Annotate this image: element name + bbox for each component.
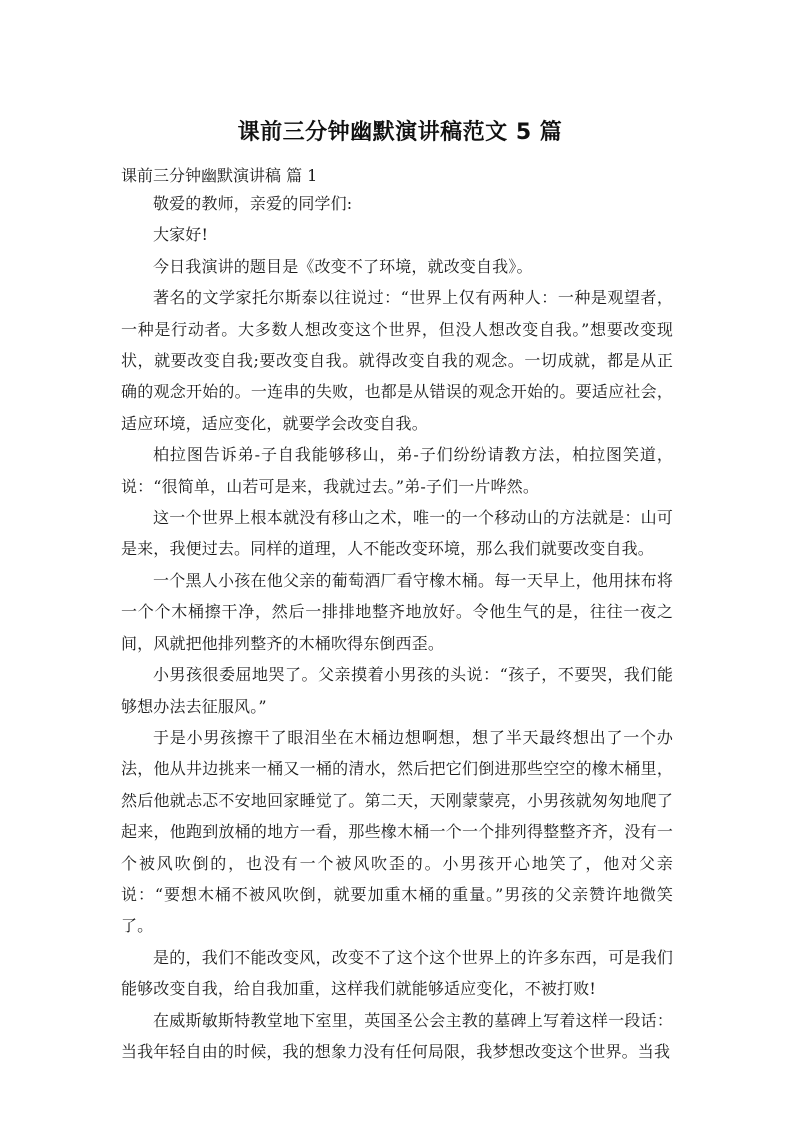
paragraph: 于是小男孩擦干了眼泪坐在木桶边想啊想，想了半天最终想出了一个办法，他从井边挑来一桶又一桶的清水，然后把它们倒进那些空空的橡木桶里，然后他就忐忑不安地回家睡觉了。第二天，天刚蒙蒙亮，小男孩就匆匆地爬了起来，他跑到放桶的地方一看，那些橡木桶一个一个排列得整整齐齐，没有一个被风吹倒的，也没有一个被风吹歪的。小男孩开心地笑了，他对父亲说：“要想木桶不被风吹倒，就要加重木桶的重量。”男孩的父亲赞许地微笑了。 bbox=[121, 727, 673, 936]
paragraph: 是的，我们不能改变风，改变不了这个这个世界上的许多东西，可是我们能够改变自我，给自我加重，这样我们就能够适应变化，不被打败! bbox=[121, 947, 673, 999]
paragraph: 大家好! bbox=[153, 225, 209, 245]
paragraph: 今日我演讲的题目是《改变不了环境，就改变自我》。 bbox=[153, 256, 533, 276]
paragraph: 敬爱的教师，亲爱的同学们: bbox=[153, 194, 353, 213]
paragraph: 小男孩很委屈地哭了。父亲摸着小男孩的头说：“孩子，不要哭，我们能够想办法去征服风。” bbox=[121, 665, 673, 716]
paragraph: 在威斯敏斯特教堂地下室里，英国圣公会主教的墓碑上写着这样一段话：当我年轻自由的时候，我的想象力没有任何局限，我梦想改变这个世界。当我 bbox=[121, 1010, 673, 1061]
document-body bbox=[121, 188, 673, 1067]
paragraph: 这一个世界上根本就没有移山之术，唯一的一个移动山的方法就是：山可是来，我便过去。同样的道理，人不能改变环境，那么我们就要改变自我。 bbox=[121, 508, 673, 559]
paragraph: 一个黑人小孩在他父亲的葡萄酒厂看守橡木桶。每一天早上，他用抹布将一个个木桶擦干净，然后一排排地整齐地放好。令他生气的是，往往一夜之间，风就把他排列整齐的木桶吹得东倒西歪。 bbox=[121, 570, 673, 653]
document-title: 课前三分钟幽默演讲稿范文 5 篇 bbox=[237, 120, 563, 145]
section-heading: 课前三分钟幽默演讲稿 篇 1 bbox=[121, 166, 318, 185]
paragraph: 柏拉图告诉弟-子自我能够移山，弟-子们纷纷请教方法，柏拉图笑道，说：“很简单，山若可是来，我就过去。”弟-子们一片哗然。 bbox=[121, 445, 673, 496]
paragraph: 著名的文学家托尔斯泰以往说过：“世界上仅有两种人：一种是观望者，一种是行动者。大多数人想改变这个世界，但没人想改变自我。”想要改变现状，就要改变自我;要改变自我。就得改变自我的观念。一切成就，都是从正确的观念开始的。一连串的失败，也都是从错误的观念开始的。要适应社会，适应环境，适应变化，就要学会改变自我。 bbox=[121, 288, 673, 433]
